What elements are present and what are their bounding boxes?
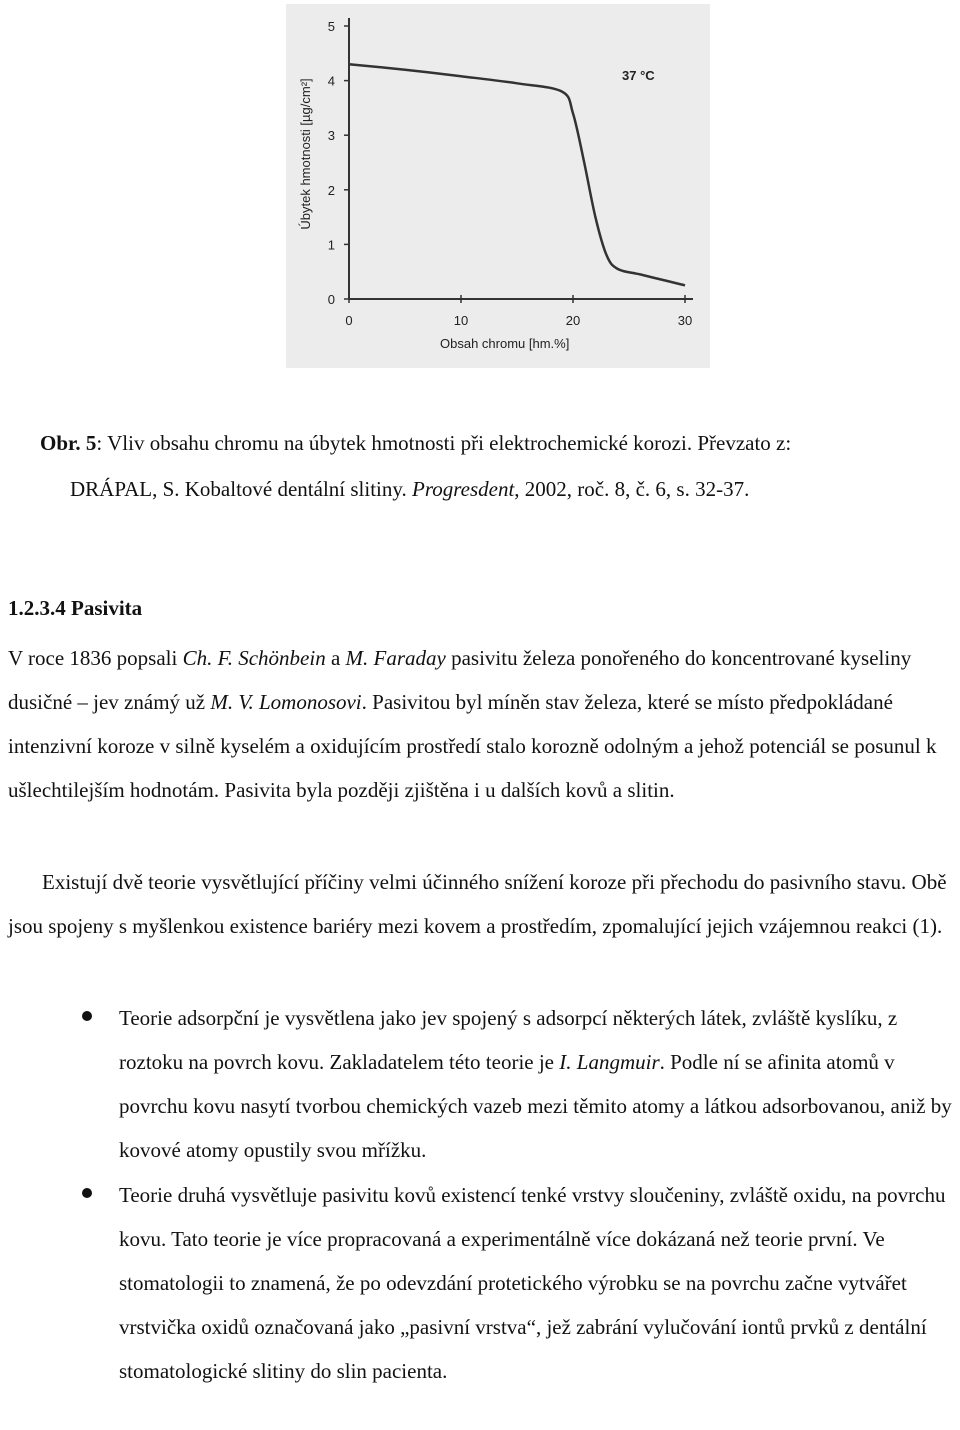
- p1-text-1: V roce 1836 popsali: [8, 646, 183, 670]
- y-tick-label: 4: [327, 73, 335, 89]
- y-tick-label: 0: [327, 292, 335, 307]
- p1-text-4: . Pasivitou byl míněn stav železa, které se místo předpokládané intenzivní koroze v silně kyselém a oxidujícím prostředí stalo korozně odolným a jehož potenciál se posunul k ušlechtilejším hodnotám. Pasivita byla později zjištěna i u dalších kovů a slitin.: [8, 690, 937, 802]
- y-tick-label: 2: [327, 182, 335, 198]
- x-tick-label: 20: [565, 313, 581, 328]
- caption-line1: : Vliv obsahu chromu na úbytek hmotnosti při elektrochemické korozi. Převzato z:: [96, 431, 792, 455]
- section-heading: 1.2.3.4 Pasivita: [8, 596, 143, 620]
- x-axis-label: Obsah chromu [hm.%]: [440, 336, 570, 351]
- list-item: [0, 1173, 960, 1393]
- y-tick-label: 3: [327, 128, 335, 144]
- figure-caption: [40, 420, 960, 512]
- x-tick-label: 0: [345, 313, 353, 328]
- paragraph-2: [8, 860, 960, 948]
- bullet-1-text-2: . Podle ní se afinita atomů v povrchu kovu nasytí tvorbou chemických vazeb mezi těmito atomy a látkou adsorbovanou, aniž by kovové atomy opustily svou mřížku.: [119, 1050, 952, 1162]
- y-ticks: [328, 19, 349, 307]
- person-lomonosov: M. V. Lomonosovi: [210, 690, 362, 714]
- caption-reference-detail: , 2002, roč. 8, č. 6, s. 32-37.: [514, 477, 750, 501]
- bullet-icon: [82, 1011, 92, 1021]
- bullet-1-text-1: Teorie adsorpční je vysvětlena jako jev spojený s adsorpcí některých látek, zvláště kyslíku, z roztoku na povrch kovu. Zakladatelem této teorie je: [119, 1006, 898, 1074]
- series-label: 37 °C: [622, 68, 655, 83]
- y-tick-label: 5: [327, 19, 335, 34]
- caption-label: Obr. 5: [40, 431, 97, 455]
- paragraph-1: [8, 636, 960, 812]
- y-axis-label: Úbytek hmotnosti [µg/cm²]: [298, 78, 313, 230]
- p2-text: Existují dvě teorie vysvětlující příčiny velmi účinného snížení koroze při přechodu do pasivního stavu. Obě jsou spojeny s myšlenkou existence bariéry mezi kovem a prostředím, zpomalující jejich vzájemnou reakci (1).: [8, 870, 947, 938]
- caption-journal: Progresdent: [412, 477, 515, 501]
- chart-svg: [286, 4, 710, 368]
- caption-reference: DRÁPAL, S. Kobaltové dentální slitiny.: [70, 477, 413, 501]
- bullet-icon: [82, 1188, 92, 1198]
- person-langmuir: I. Langmuir: [559, 1050, 660, 1074]
- list-item: [0, 996, 960, 1172]
- p1-text-3: pasivitu železa ponořeného do koncentrované kyseliny dusičné – jev známý už: [8, 646, 912, 714]
- x-tick-label: 30: [677, 313, 693, 328]
- y-tick-label: 1: [327, 237, 335, 253]
- series-line: [349, 64, 685, 285]
- x-tick-label: 10: [453, 313, 469, 328]
- person-schonbein: Ch. F. Schönbein: [182, 646, 326, 670]
- chart-figure: [286, 4, 710, 368]
- bullet-list: [0, 996, 960, 1393]
- p1-text-2: a: [325, 646, 346, 670]
- bullet-2-text: Teorie druhá vysvětluje pasivitu kovů existencí tenké vrstvy sloučeniny, zvláště oxidu, na povrchu kovu. Tato teorie je více propracovaná a experimentálně více dokázaná než teorie první. Ve stomatologii to znamená, že po odevzdání protetického výrobku se na povrchu začne vytvářet vrstvička oxidů označovaná jako „pasivní vrstva“, jež zabrání vylučování iontů prvků z dentální stomatologické slitiny do slin pacienta.: [119, 1183, 946, 1383]
- person-faraday: M. Faraday: [345, 646, 446, 670]
